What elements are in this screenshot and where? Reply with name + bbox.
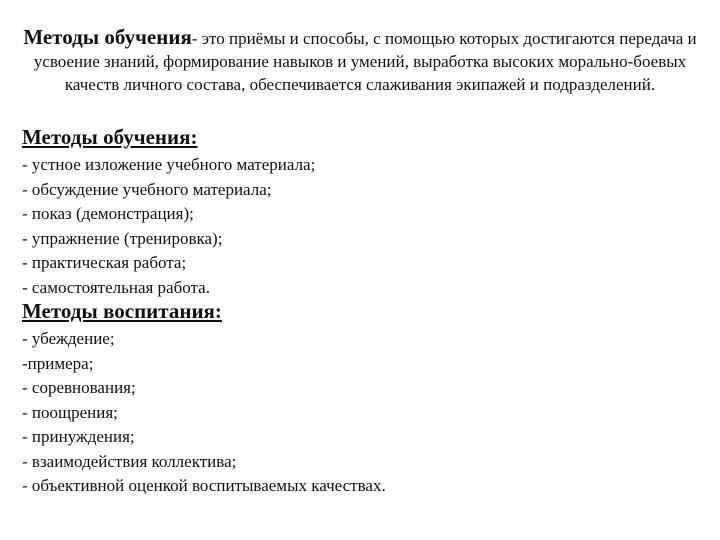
list-item: - взаимодействия коллектива;: [22, 451, 237, 471]
teaching-methods-section: [22, 124, 702, 300]
list-item: - показ (демонстрация);: [22, 204, 194, 223]
upbringing-methods-list: [22, 327, 702, 499]
teaching-methods-list: [22, 153, 702, 300]
definition-term: Методы обучения: [23, 25, 192, 49]
list-item: - устное изложение учебного материала;: [22, 155, 316, 174]
definition-text: - это приёмы и способы, с помощью которых достигаются передача и усвоение знаний, формирование навыков и умений, выработка высоких морально-боевых качеств личного состава, обеспечивается слаживания экипажей и подразделений.: [33, 29, 697, 94]
list-item: - упражнение (тренировка);: [22, 228, 223, 248]
list-item: - самостоятельная работа.: [22, 277, 210, 297]
list-item: - объективной оценкой воспитываемых качествах.: [22, 476, 386, 495]
list-item: -примера;: [22, 353, 94, 373]
list-item: - соревнования;: [22, 378, 136, 397]
definition-paragraph: [22, 26, 698, 96]
list-item: - практическая работа;: [22, 253, 187, 272]
upbringing-methods-section: [22, 298, 702, 499]
upbringing-methods-title: Методы воспитания:: [22, 299, 222, 323]
teaching-methods-title: Методы обучения:: [22, 125, 198, 149]
list-item: - обсуждение учебного материала;: [22, 179, 272, 199]
list-item: - поощрения;: [22, 402, 118, 422]
list-item: - принуждения;: [22, 427, 135, 446]
list-item: - убеждение;: [22, 329, 115, 348]
